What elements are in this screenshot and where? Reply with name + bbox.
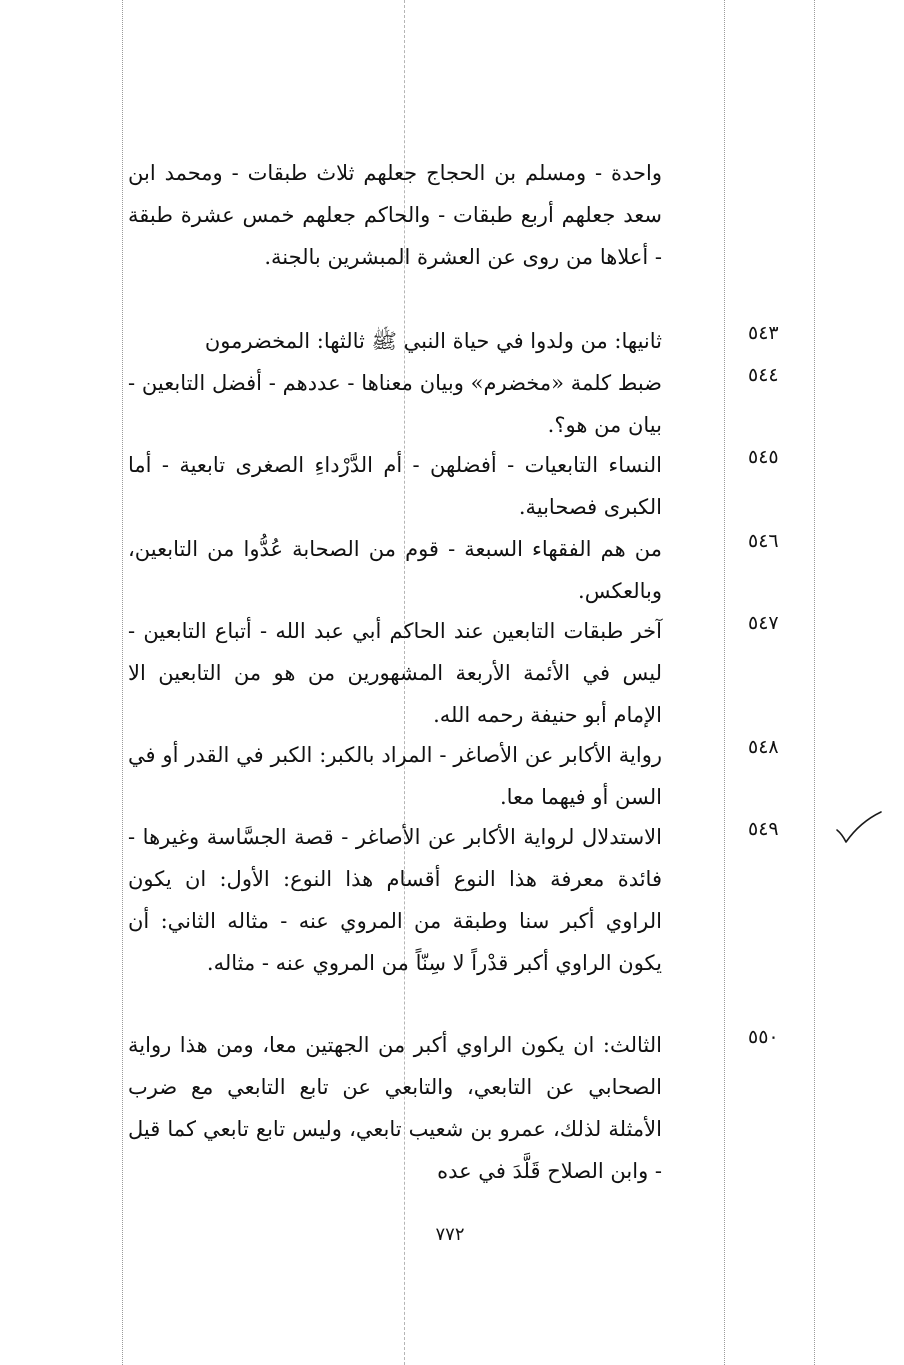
scan-guide-line <box>724 0 725 1365</box>
entry-text: الثالث: ان يكون الراوي أكبر من الجهتين معا، ومن هذا رواية الصحابي عن التابعي، والتابعي عن تابع التابعي مع ضرب الأمثلة لذلك، عمرو بن شعيب تابعي، وليس تابع تابعي كما قيل - وابن الصلاح قَلَّدَ في عده <box>128 1033 662 1183</box>
entry-page-number: ٥٤٨ <box>748 736 779 758</box>
entry-page-number: ٥٤٤ <box>748 364 779 386</box>
page-number: ٧٧٢ <box>435 1224 465 1245</box>
entry-page-number: ٥٤٦ <box>748 530 779 552</box>
entry-text: رواية الأكابر عن الأصاغر - المراد بالكبر: الكبر في القدر أو في السن أو فيهما معا. <box>128 743 662 809</box>
entry-text: من هم الفقهاء السبعة - قوم من الصحابة عُدُّوا من التابعين، وبالعكس. <box>128 537 662 603</box>
entry-page-number: ٥٤٣ <box>748 322 779 344</box>
checkmark-icon <box>834 808 884 848</box>
entry-text: الاستدلال لرواية الأكابر عن الأصاغر - قصة الجسَّاسة وغيرها - فائدة معرفة هذا النوع أقسام هذا النوع: الأول: ان يكون الراوي أكبر سنا وطبقة من المروي عنه - مثاله الثاني: أن يكون الراوي أكبر قدْراً لا سِنّاً من المروي عنه - مثاله. <box>128 825 662 975</box>
entry-page-number: ٥٤٧ <box>748 612 779 634</box>
entry-page-number: ٥٥٠ <box>748 1026 779 1048</box>
entry-page-number: ٥٤٩ <box>748 818 779 840</box>
scan-guide-line <box>814 0 815 1365</box>
entry-text: آخر طبقات التابعين عند الحاكم أبي عبد الله - أتباع التابعين - ليس في الأئمة الأربعة المشهورين من هو من التابعين الا الإمام أبو حنيفة رحمه الله. <box>128 619 662 727</box>
entry-page-number: ٥٤٥ <box>748 446 779 468</box>
entry-text: ضبط كلمة «مخضرم» وبيان معناها - عددهم - أفضل التابعين - بيان من هو؟. <box>128 371 662 437</box>
entry-text: ثانيها: من ولدوا في حياة النبي ﷺ ثالثها: المخضرمون <box>204 329 662 353</box>
entry-text: واحدة - ومسلم بن الحجاج جعلهم ثلاث طبقات - ومحمد ابن سعد جعلهم أربع طبقات - والحاكم جعلهم خمس عشرة طبقة - أعلاها من روى عن العشرة المبشرين بالجنة. <box>128 161 662 269</box>
entry-text: النساء التابعيات - أفضلهن - أم الدَّرْداءِ الصغرى تابعية - أما الكبرى فصحابية. <box>128 453 662 519</box>
scan-guide-line <box>122 0 123 1365</box>
